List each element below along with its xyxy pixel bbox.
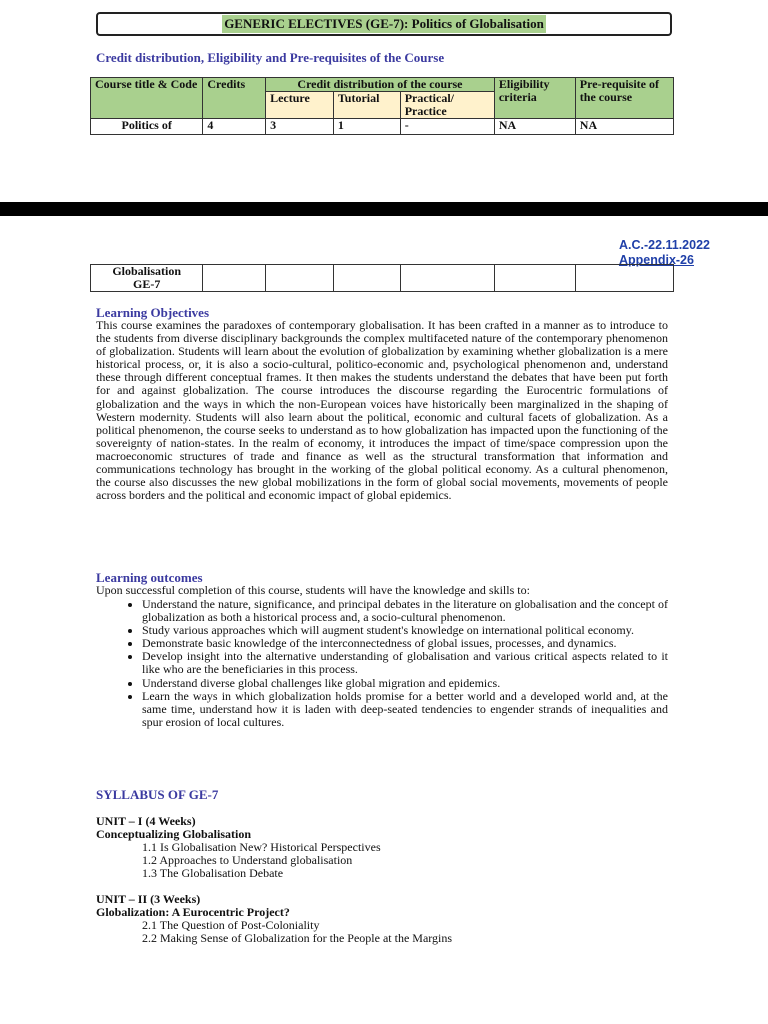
header-distribution: Credit distribution of the course	[266, 78, 495, 92]
list-item: • Understand diverse global challenges like global migration and epidemics.	[142, 677, 668, 690]
ac-date: A.C.-22.11.2022	[618, 238, 710, 252]
objectives-text: This course examines the paradoxes of contemporary globalisation. It has been crafted in a manner as to introduce to the students from diverse disciplinary backgrounds the complex multifaceted nature of the contemporary phenomenon of globalization. Students will learn about the evolution of globalization by examining whether globalization is a mere historical process, or, it is also a socio-cultural, politico-economic and, psychological phenomenon and, understand these through different conceptual frames. It then makes the students understand the debates that have been put forth for and against globalization. The course introduces the discourse regarding the Eurocentric formulations of globalization and the ways in which the non-European voices have historically been marginalized in the shaping of Western modernity. Students will also learn about the political, economic and cultural facets of globalization. As a political phenomenon, the course seeks to understand as to how globalization has impacted upon the functioning of the sovereignty of nation-states. In the realm of economy, it introduces the impact of time/space compression upon the macroeconomic structures of trade and finance as well as the structural transformation that information and communications technology has brought in the working of the global political economy. As a cultural phenomenon, the course also discusses the new global mobilizations in the form of global social movements, movements of people across borders and the political and economic impact of global epidemics.	[96, 318, 668, 503]
unit-label: UNIT – I (4 Weeks)	[96, 814, 196, 828]
list-item: • Learn the ways in which globalization holds promise for a better world and a developed world and, at the same time, understand how it is laden with deep-seated tendencies to engender strands of inequalities and spur erosion of local cultures.	[142, 690, 668, 729]
cell-prereq: NA	[575, 119, 673, 135]
course-line-1: Globalisation	[112, 264, 182, 278]
unit-item: 1.2 Approaches to Understand globalisation	[142, 853, 353, 867]
unit-2	[96, 893, 452, 945]
header-credits: Credits	[203, 78, 266, 119]
credit-table	[90, 77, 674, 135]
cell-course: Politics of	[91, 119, 203, 135]
syllabus-heading: SYLLABUS OF GE-7	[96, 787, 219, 802]
unit-item: 1.3 The Globalisation Debate	[142, 866, 284, 880]
unit-item: 2.2 Making Sense of Globalization for the People at the Margins	[142, 931, 453, 945]
cell-tutorial: 1	[333, 119, 400, 135]
header-course: Course title & Code	[91, 78, 203, 119]
outcomes-list	[96, 598, 668, 729]
header-eligibility: Eligibility criteria	[494, 78, 575, 119]
list-item: • Understand the nature, significance, and principal debates in the literature on globalisation and the concept of globalization as both a historical process and, a socio-cultural phenomenon.	[142, 598, 668, 624]
cell-empty	[400, 265, 494, 292]
course-line-2: GE-7	[133, 277, 161, 291]
list-item: • Study various approaches which will augment student's knowledge on international political economy.	[142, 624, 668, 637]
unit-item: 2.1 The Question of Post-Coloniality	[142, 918, 320, 932]
credit-table-continued	[90, 264, 674, 292]
cell-empty	[333, 265, 400, 292]
page-1	[0, 0, 768, 202]
header-prereq: Pre-requisite of the course	[575, 78, 673, 119]
cell-empty	[575, 265, 673, 292]
page-title-box	[96, 12, 672, 36]
list-item: • Demonstrate basic knowledge of the interconnectedness of global issues, processes, and dynamics.	[142, 637, 668, 650]
appendix-label: Appendix-26	[618, 253, 694, 267]
header-tutorial: Tutorial	[333, 92, 400, 119]
outcomes-heading: Learning outcomes	[96, 570, 203, 585]
unit-item: 1.1 Is Globalisation New? Historical Perspectives	[142, 840, 381, 854]
cell-empty	[203, 265, 266, 292]
list-item: • Develop insight into the alternative understanding of globalisation and various critical aspects related to it like who are the beneficiaries in this process.	[142, 650, 668, 676]
cell-course-continued	[91, 265, 203, 292]
cell-practical: -	[400, 119, 494, 135]
unit-1	[96, 815, 381, 880]
cell-credits: 4	[203, 119, 266, 135]
cell-empty	[494, 265, 575, 292]
header-lecture: Lecture	[266, 92, 334, 119]
unit-label: UNIT – II (3 Weeks)	[96, 892, 201, 906]
page-divider	[0, 202, 768, 216]
objectives-heading: Learning Objectives	[96, 305, 210, 320]
outcomes-intro: Upon successful completion of this course, students will have the knowledge and skills to:	[96, 583, 530, 597]
credit-heading: Credit distribution, Eligibility and Pre-requisites of the Course	[96, 50, 445, 65]
cell-eligibility: NA	[494, 119, 575, 135]
unit-title: Globalization: A Eurocentric Project?	[96, 905, 290, 919]
header-practical: Practical/ Practice	[400, 92, 494, 119]
cell-empty	[266, 265, 334, 292]
page-title: GENERIC ELECTIVES (GE-7): Politics of Globalisation	[224, 16, 544, 31]
cell-lecture: 3	[266, 119, 334, 135]
unit-title: Conceptualizing Globalisation	[96, 827, 252, 841]
